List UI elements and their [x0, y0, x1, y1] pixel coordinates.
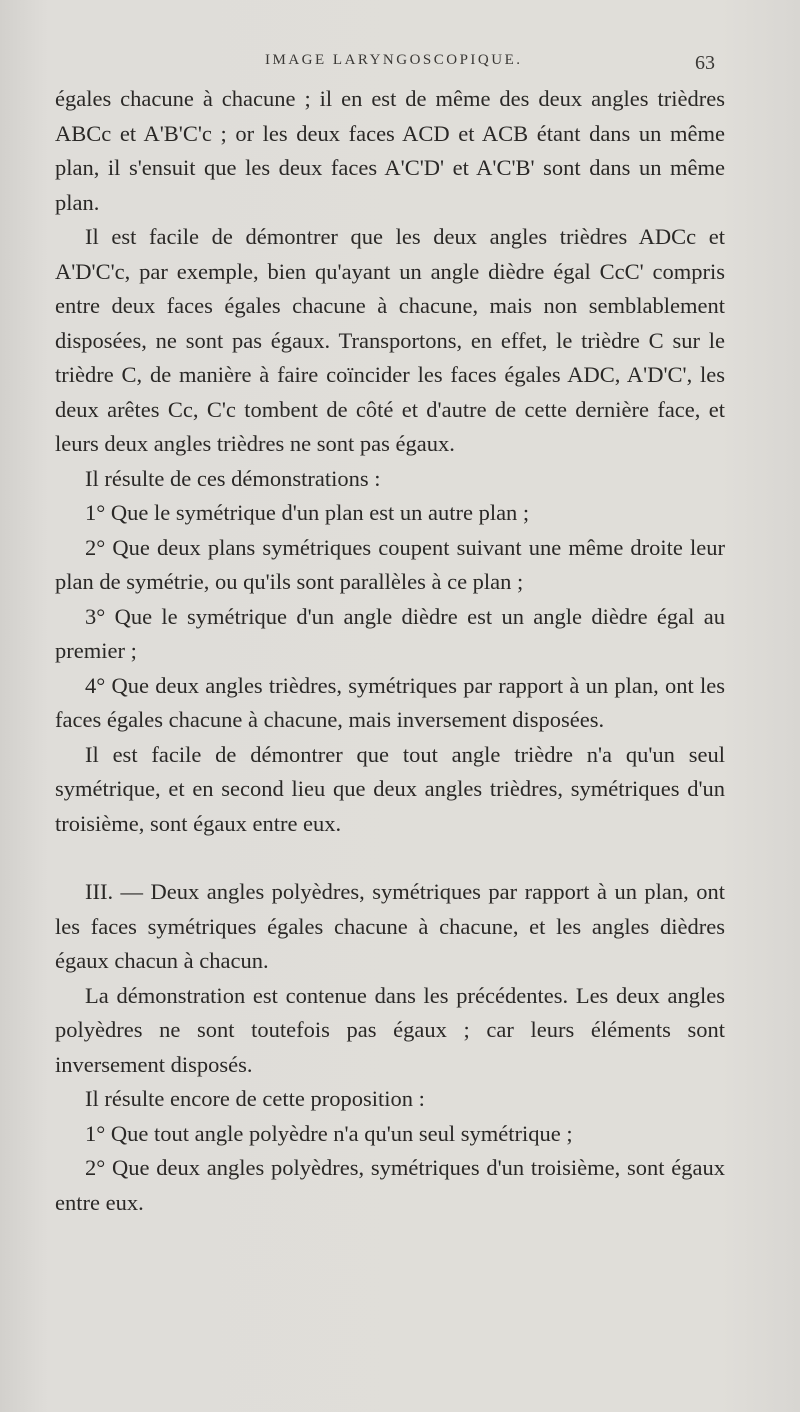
- paragraph-lead-in: Il résulte encore de cette proposition :: [85, 1086, 425, 1111]
- paragraph-lead-in: Il résulte de ces démonstrations :: [85, 465, 381, 491]
- paragraph: Il est facile de démontrer que tout angle trièdre n'a qu'un seul symétrique, et en second lieu que deux angles trièdres, symétriques d'un troisième, sont égaux entre eux.: [55, 741, 725, 836]
- list-item: 2° Que deux plans symétriques coupent suivant une même droite leur plan de symétrie, ou qu'ils sont parallèles à ce plan ;: [55, 534, 725, 594]
- paragraph-continuation: égales chacune à chacune ; il en est de même des deux angles trièdres ABCc et A'B'C'c ; or les deux faces ACD et ACB étant dans un même plan, il s'ensuit que les deux faces A'C'D' et A'C'B' sont dans un même plan.: [55, 86, 725, 215]
- list-item: 1° Que le symétrique d'un plan est un autre plan ;: [85, 500, 530, 525]
- page-number: 63: [695, 52, 715, 74]
- running-head: [55, 52, 715, 82]
- paragraph: La démonstration est contenue dans les précédentes. Les deux angles polyèdres ne sont toutefois pas égaux ; car leurs éléments sont inversement disposés.: [55, 982, 725, 1077]
- paragraph: Il est facile de démontrer que les deux angles trièdres ADCc et A'D'C'c, par exemple, bien qu'ayant un angle dièdre égal CcC' compris entre deux faces égales chacune à chacune, mais non semblablement disposées, ne sont pas égaux. Transportons, en effet, le trièdre C sur le trièdre C, de manière à faire coïncider les faces égales ADC, A'D'C', les deux arêtes Cc, C'c tombent de côté et d'autre de cette dernière face, et leurs deux angles trièdres ne sont pas égaux.: [55, 224, 725, 456]
- running-title: IMAGE LARYNGOSCOPIQUE.: [265, 52, 523, 68]
- body-text: [55, 82, 725, 1220]
- list-item: 2° Que deux angles polyèdres, symétriques d'un troisième, sont égaux entre eux.: [55, 1155, 725, 1215]
- section-heading-paragraph: III. — Deux angles polyèdres, symétriques par rapport à un plan, ont les faces symétriques égales chacune à chacune, et les angles dièdres égaux chacun à chacun.: [55, 879, 725, 973]
- list-item: 1° Que tout angle polyèdre n'a qu'un seul symétrique ;: [85, 1120, 573, 1146]
- section-gap: [55, 841, 725, 875]
- list-item: 4° Que deux angles trièdres, symétriques par rapport à un plan, ont les faces égales chacune à chacune, mais inversement disposées.: [55, 672, 725, 732]
- list-item: 3° Que le symétrique d'un angle dièdre est un angle dièdre égal au premier ;: [55, 603, 725, 663]
